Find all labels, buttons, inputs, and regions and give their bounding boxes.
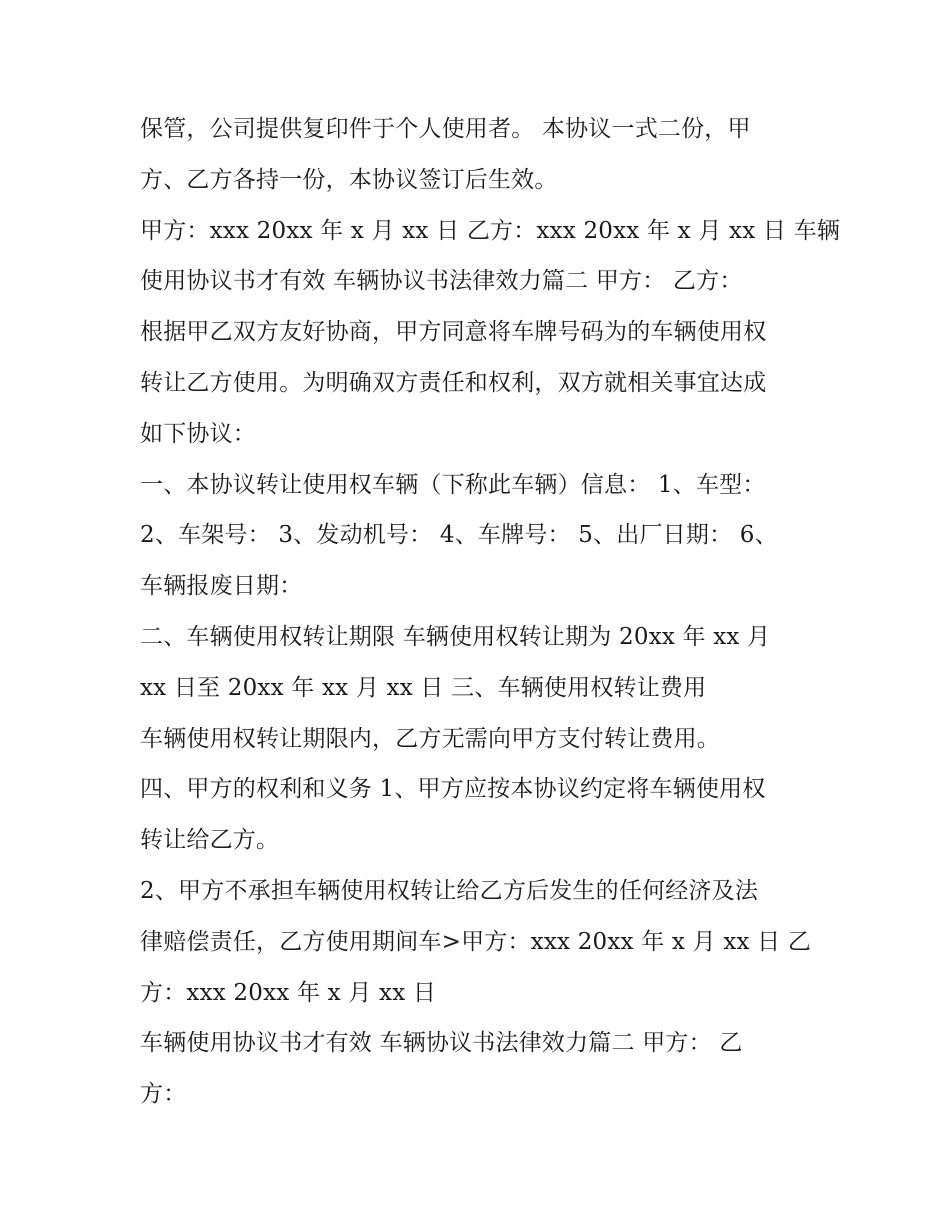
text-line: 根据甲乙双方友好协商，甲方同意将车牌号码为的车辆使用权 [140, 319, 767, 346]
text-line: 律赔偿责任，乙方使用期间车>甲方：xxx 20xx 年 x 月 xx 日 乙 [140, 928, 812, 955]
text-line: 车辆使用协议书才有效 车辆协议书法律效力篇二 甲方： 乙 [140, 1030, 743, 1057]
text-line: 甲方：xxx 20xx 年 x 月 xx 日 乙方：xxx 20xx 年 x 月 xx 日 车辆 [140, 217, 841, 244]
text-line: 车辆使用权转让期限内，乙方无需向甲方支付转让费用。 [140, 725, 720, 752]
document-body [140, 104, 841, 1120]
text-line: 四、甲方的权利和义务 1、甲方应按本协议约定将车辆使用权 [140, 776, 766, 803]
text-line: 2、甲方不承担车辆使用权转让给乙方后发生的任何经济及法 [140, 877, 759, 904]
text-line: 一、本协议转让使用权车辆（下称此车辆）信息： 1、车型： [140, 471, 766, 498]
text-line: 转让乙方使用。为明确双方责任和权利，双方就相关事宜达成 [140, 369, 767, 396]
text-line: xx 日至 20xx 年 xx 月 xx 日 三、车辆使用权转让费用 [140, 674, 707, 701]
text-line: 方、乙方各持一份，本协议签订后生效。 [140, 166, 558, 193]
text-line: 方：xxx 20xx 年 x 月 xx 日 [140, 979, 437, 1006]
text-line: 保管，公司提供复印件于个人使用者。 本协议一式二份，甲 [140, 116, 751, 142]
text-line: 方： [140, 1081, 187, 1108]
text-line: 车辆报废日期： [140, 573, 303, 600]
text-line: 转让给乙方。 [140, 827, 280, 854]
text-line: 二、车辆使用权转让期限 车辆使用权转让期为 20xx 年 xx 月 [140, 623, 771, 650]
text-line: 如下协议： [140, 420, 256, 447]
text-line: 使用协议书才有效 车辆协议书法律效力篇二 甲方： 乙方： [140, 268, 743, 295]
text-line: 2、车架号： 3、发动机号： 4、车牌号： 5、出厂日期： 6、 [140, 522, 778, 549]
